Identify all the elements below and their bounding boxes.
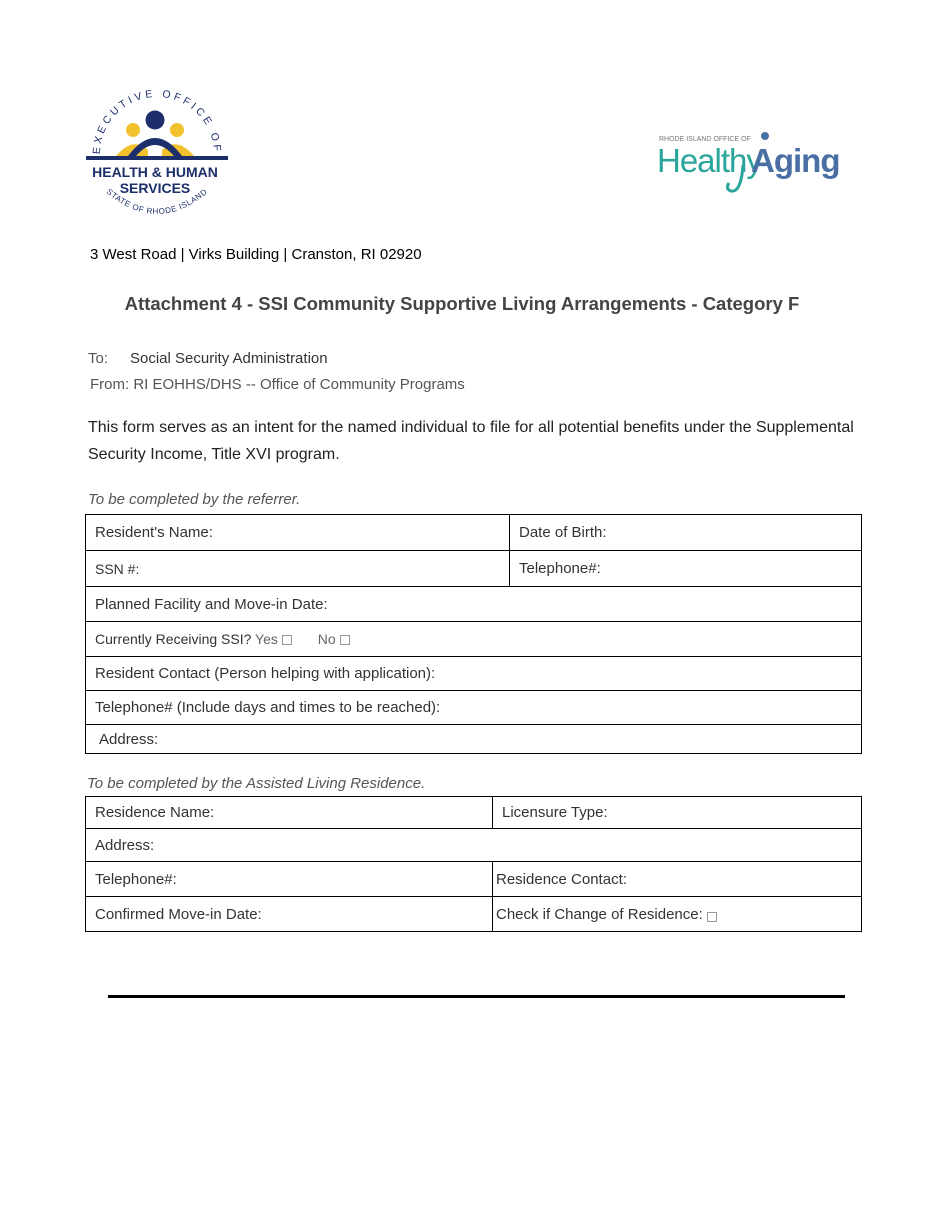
referrer-note: To be completed by the referrer. (88, 491, 301, 508)
page-title: Attachment 4 - SSI Community Supportive Living Arrangements - Category F (124, 293, 800, 314)
memo-to (88, 350, 328, 367)
residence-contact-field[interactable]: Residence Contact: (493, 862, 862, 897)
table-row (86, 725, 862, 754)
office-address: 3 West Road | Virks Building | Cranston, RI 02920 (90, 246, 422, 263)
resident-contact-field[interactable]: Resident Contact (Person helping with application): (86, 657, 862, 691)
ssi-no-label: No (317, 631, 336, 647)
table-row (86, 797, 862, 829)
move-in-date-field[interactable]: Confirmed Move-in Date: (86, 897, 493, 932)
table-row (86, 587, 862, 622)
resident-name-field[interactable]: Resident's Name: (86, 515, 510, 551)
change-of-residence-row (493, 897, 862, 932)
table-row (86, 515, 862, 551)
receiving-ssi-row (86, 622, 862, 657)
aging-word: Aging (751, 142, 840, 179)
memo-to-label: To: (88, 350, 109, 367)
planned-facility-field[interactable]: Planned Facility and Move-in Date: (86, 587, 862, 622)
referrer-form-table (85, 514, 862, 754)
healthy-aging-logo (655, 125, 840, 200)
memo-from-value: RI EOHHS/DHS -- Office of Community Programs (133, 376, 465, 393)
intro-paragraph: This form serves as an intent for the named individual to file for all potential benefits under the Supplemental Security Income, Title XVI program. (88, 419, 854, 463)
telephone-field[interactable]: Telephone#: (510, 551, 862, 587)
table-row (86, 691, 862, 725)
table-row (86, 829, 862, 862)
memo-from-label: From: (90, 376, 130, 393)
healthy-word: Healthy (657, 142, 762, 179)
healthy-aging-small-text: RHODE ISLAND OFFICE OF (659, 136, 751, 143)
change-of-residence-checkbox[interactable] (707, 912, 717, 922)
table-row (86, 897, 862, 932)
seal-arc-bottom: STATE OF RHODE ISLAND (104, 186, 210, 217)
ssi-yes-checkbox[interactable] (282, 635, 292, 645)
ssn-field[interactable]: SSN #: (86, 551, 510, 587)
ssi-yes-label: Yes (255, 631, 278, 647)
resident-address-field[interactable]: Address: (86, 725, 862, 754)
seal-main-line2: SERVICES (119, 180, 191, 196)
ssi-no-checkbox[interactable] (340, 635, 350, 645)
signature-line (108, 995, 845, 998)
residence-note: To be completed by the Assisted Living Residence. (87, 775, 426, 792)
seal-main-line1: HEALTH & HUMAN (92, 164, 218, 180)
table-row (86, 551, 862, 587)
date-of-birth-field[interactable]: Date of Birth: (510, 515, 862, 551)
eohhs-seal-logo (82, 84, 232, 229)
seal-arc-top: EXECUTIVE OFFICE OF (90, 87, 224, 155)
residence-address-field[interactable]: Address: (86, 829, 862, 862)
table-row (86, 862, 862, 897)
memo-from (90, 376, 465, 393)
memo-to-value: Social Security Administration (130, 350, 328, 367)
licensure-type-field[interactable]: Licensure Type: (493, 797, 862, 829)
residence-telephone-field[interactable]: Telephone#: (86, 862, 493, 897)
receiving-ssi-label: Currently Receiving SSI? (95, 631, 252, 647)
table-row (86, 622, 862, 657)
table-row (86, 657, 862, 691)
change-of-residence-label: Check if Change of Residence: (496, 905, 703, 923)
residence-name-field[interactable]: Residence Name: (86, 797, 493, 829)
residence-form-table (85, 796, 862, 932)
contact-telephone-field[interactable]: Telephone# (Include days and times to be reached): (86, 691, 862, 725)
